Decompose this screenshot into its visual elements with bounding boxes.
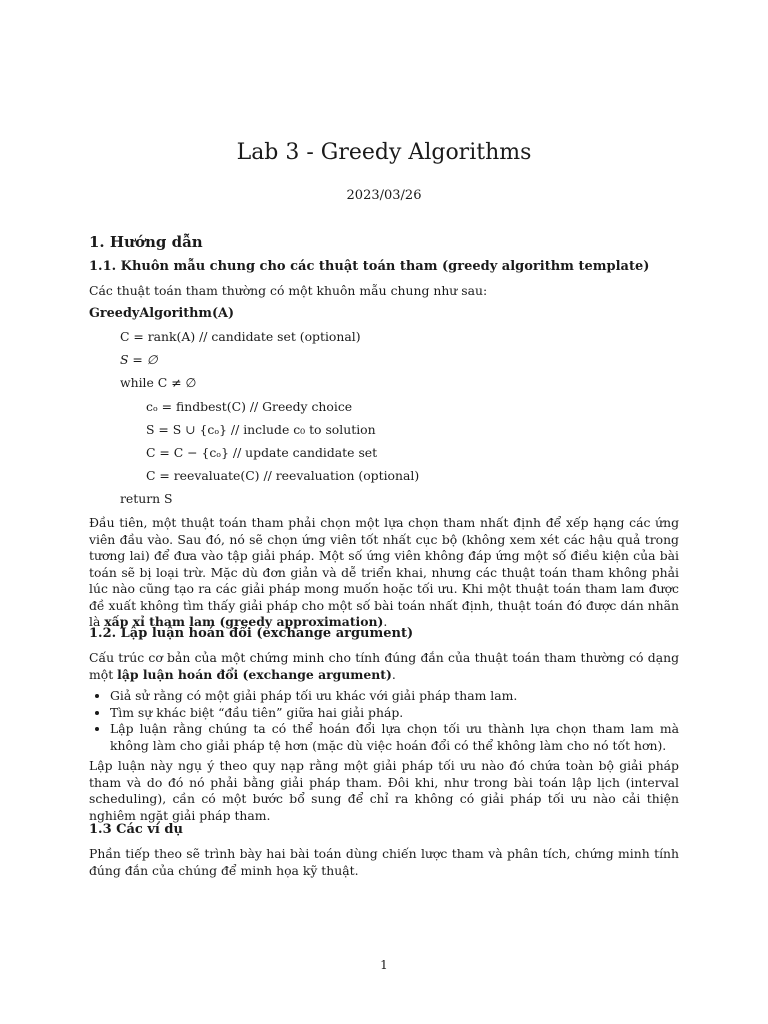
list-item: • Lập luận rằng chúng ta có thể hoán đổi lựa chọn tối ưu thành lựa chọn tham lam mà không làm cho giải pháp tệ hơn (mặc dù việc hoán đổi có thể không làm cho nó tốt hơn). (110, 721, 679, 754)
document-date: 2023/03/26 (346, 188, 422, 203)
subsection-1-1 (89, 259, 679, 274)
subsection-heading-1-3: 1.3 Các ví dụ (89, 822, 183, 837)
section-heading-1: 1. Hướng dẫn (89, 233, 203, 251)
subsection-heading-1-2: 1.2. Lập luận hoán đổi (exchange argument) (89, 626, 414, 641)
paragraph-greedy-explanation (89, 515, 679, 631)
algorithm-block (89, 306, 679, 321)
paragraph-exchange-intro (89, 650, 679, 683)
algorithm-line: C = rank(A) // candidate set (optional) (120, 329, 361, 344)
paragraph-examples (89, 846, 679, 879)
list-item: • Giả sử rằng có một giải pháp tối ưu khác với giải pháp tham lam. (110, 688, 679, 705)
bold-term: lập luận hoán đổi (exchange argument) (117, 666, 392, 682)
subsection-heading-1-1: 1.1. Khuôn mẫu chung cho các thuật toán tham (greedy algorithm template) (89, 259, 650, 274)
algorithm-line: return S (120, 491, 173, 506)
algorithm-line: C = reevaluate(C) // reevaluation (optional) (146, 468, 420, 483)
algorithm-line: C = C − {cₒ} // update candidate set (146, 445, 378, 460)
bullet-list (89, 688, 679, 754)
document-title: Lab 3 - Greedy Algorithms (236, 140, 532, 165)
paragraph-exchange-conclusion (89, 758, 679, 824)
algorithm-line: S = S ∪ {cₒ} // include c₀ to solution (146, 422, 376, 437)
list-item: • Tìm sự khác biệt “đầu tiên” giữa hai giải pháp. (110, 705, 679, 722)
paragraph-text: Đầu tiên, một thuật toán tham phải chọn một lựa chọn tham nhất định để xếp hạng các ứng viên đầu vào. Sau đó, nó sẽ chọn ứng viên tốt nhất cục bộ (không xem xét các hậu quả trong tương lai) để đưa vào tập giải pháp. Một số ứng viên không đáp ứng một số điều kiện của bài toán sẽ bị loại trừ. Mặc dù đơn giản và dễ triển khai, nhưng các thuật toán tham không phải lúc nào cũng tạo ra các giải pháp mong muốn hoặc tối ưu. Khi một thuật toán tham lam được đề xuất không tìm thấy giải pháp cho một số bài toán nhất định, thuật toán đó được dán nhãn là (89, 515, 679, 629)
bold-term: xấp xỉ tham lam (greedy approximation) (104, 614, 384, 629)
paragraph-text: Cấu trúc cơ bản của một chứng minh cho tính đúng đắn của thuật toán tham thường có dạng một (89, 650, 679, 682)
paragraph-text: Lập luận này ngụ ý theo quy nạp rằng một giải pháp tối ưu nào đó chứa toàn bộ giải pháp tham và do đó nó phải bằng giải pháp tham. Đôi khi, như trong bài toán lập lịch (interval scheduling), cần có một bước bổ sung để chỉ ra không có giải pháp tối ưu nào cải thiện nghiêm ngặt giải pháp tham. (89, 758, 679, 823)
paragraph-text-end: . (383, 614, 388, 629)
paragraph-text-end: . (391, 666, 396, 682)
intro-text: Các thuật toán tham thường có một khuôn mẫu chung như sau: (89, 283, 488, 298)
algorithm-line: S = ∅ (120, 352, 158, 367)
paragraph-text: Phần tiếp theo sẽ trình bày hai bài toán dùng chiến lược tham và phân tích, chứng minh tính đúng đắn của chúng để minh họa kỹ thuật. (89, 846, 679, 878)
algorithm-line: while C ≠ ∅ (120, 375, 197, 390)
page-number: 1 (380, 958, 388, 972)
algorithm-line: cₒ = findbest(C) // Greedy choice (146, 399, 353, 414)
subsection-1-3 (89, 822, 679, 837)
subsection-1-2 (89, 626, 679, 641)
algorithm-title: GreedyAlgorithm(A) (89, 306, 235, 321)
intro-paragraph-1-1 (89, 283, 679, 300)
